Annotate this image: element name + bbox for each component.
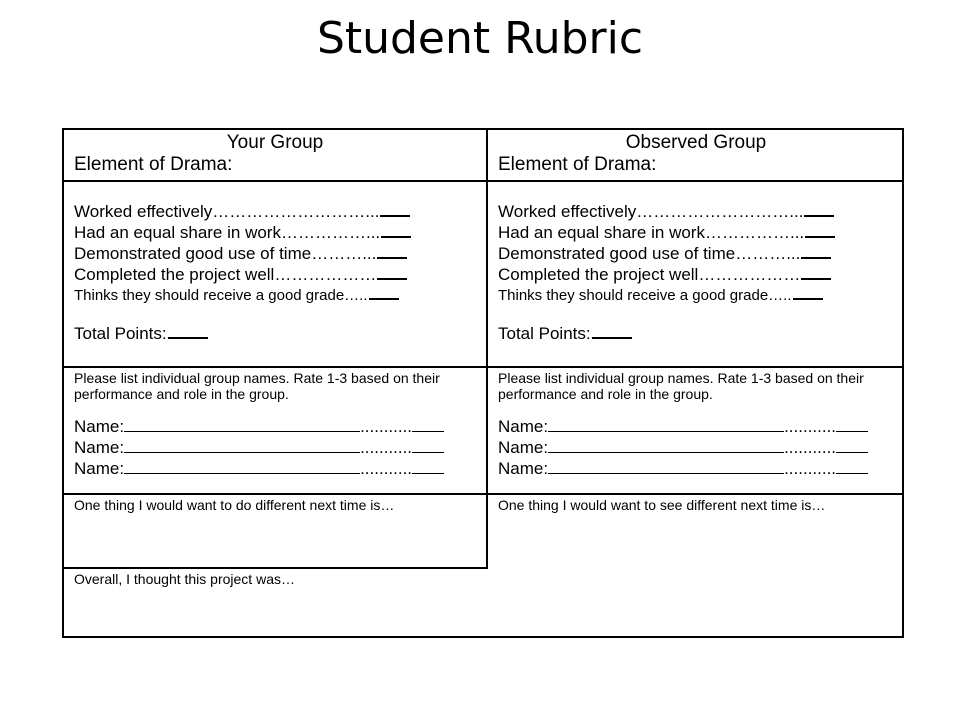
name-label: Name:: [498, 459, 549, 478]
criterion-row: [74, 264, 486, 285]
rubric-table: [62, 128, 904, 638]
score-blank[interactable]: [377, 265, 407, 280]
criterion-label: Thinks they should receive a good grade: [498, 287, 769, 304]
rating-blank[interactable]: [836, 459, 868, 474]
criterion-row: [498, 264, 904, 285]
names-instructions: Please list individual group names. Rate 1-3 based on their performance and role in the group.: [498, 370, 864, 402]
total-points-label: Total Points:: [74, 324, 167, 343]
total-points-label: Total Points:: [498, 324, 591, 343]
total-points-row: [74, 323, 486, 344]
names-instructions: Please list individual group names. Rate 1-3 based on their performance and role in the group.: [74, 370, 440, 402]
name-row: [498, 416, 904, 437]
total-points-row: [498, 323, 904, 344]
criterion-leader: ………...: [311, 244, 377, 263]
score-blank[interactable]: [801, 265, 831, 280]
name-label: Name:: [74, 417, 125, 436]
criterion-row: [74, 243, 486, 264]
criterion-leader: …..: [768, 287, 792, 304]
criterion-leader: ………………: [698, 265, 801, 284]
name-row: [498, 437, 904, 458]
name-blank[interactable]: [124, 459, 360, 474]
observed-group-change-prompt-cell[interactable]: [488, 495, 904, 569]
score-blank[interactable]: [377, 244, 407, 259]
criterion-label: Thinks they should receive a good grade: [74, 287, 345, 304]
observed-group-column: [486, 130, 904, 569]
criterion-label: Completed the project well: [498, 265, 699, 284]
criterion-row: [74, 201, 486, 222]
name-dots: ...........: [360, 438, 413, 457]
criterion-leader: ………………: [274, 265, 377, 284]
change-prompt: One thing I would want to see different next time is…: [498, 497, 826, 513]
score-blank[interactable]: [369, 285, 399, 300]
rating-blank[interactable]: [836, 438, 868, 453]
total-points-blank[interactable]: [168, 324, 208, 339]
name-label: Name:: [74, 459, 125, 478]
name-blank[interactable]: [548, 438, 784, 453]
criterion-row: [498, 285, 904, 306]
criterion-row: [74, 285, 486, 306]
criterion-label: Demonstrated good use of time: [74, 244, 312, 263]
criterion-row: [498, 222, 904, 243]
total-points-blank[interactable]: [592, 324, 632, 339]
score-blank[interactable]: [805, 223, 835, 238]
score-blank[interactable]: [804, 202, 834, 217]
slide-title: Student Rubric: [316, 13, 644, 64]
observed-group-title: Observed Group: [625, 132, 767, 153]
rating-blank[interactable]: [412, 417, 444, 432]
score-blank[interactable]: [801, 244, 831, 259]
rating-blank[interactable]: [412, 438, 444, 453]
name-dots: ...........: [784, 459, 837, 478]
overall-prompt-cell[interactable]: [64, 569, 902, 636]
name-label: Name:: [74, 438, 125, 457]
rating-blank[interactable]: [836, 417, 868, 432]
rating-blank[interactable]: [412, 459, 444, 474]
observed-group-criteria: [488, 182, 904, 368]
name-blank[interactable]: [124, 417, 360, 432]
criterion-leader: ………...: [735, 244, 801, 263]
your-group-criteria: [64, 182, 486, 368]
name-dots: ...........: [360, 417, 413, 436]
your-group-title: Your Group: [226, 132, 324, 153]
observed-group-element-label: Element of Drama:: [498, 154, 657, 175]
name-label: Name:: [498, 417, 549, 436]
your-group-header: [64, 130, 486, 182]
name-dots: ...........: [784, 417, 837, 436]
change-prompt: One thing I would want to do different next time is…: [74, 497, 395, 513]
score-blank[interactable]: [380, 202, 410, 217]
name-blank[interactable]: [548, 459, 784, 474]
name-row: [74, 416, 486, 437]
criterion-row: [498, 201, 904, 222]
name-label: Name:: [498, 438, 549, 457]
score-blank[interactable]: [793, 285, 823, 300]
score-blank[interactable]: [381, 223, 411, 238]
criterion-row: [498, 243, 904, 264]
your-group-change-prompt-cell[interactable]: [64, 495, 486, 569]
criterion-row: [74, 222, 486, 243]
criterion-leader: ……………...: [280, 223, 381, 242]
criterion-leader: …..: [344, 287, 368, 304]
criterion-leader: ………………………...: [636, 202, 804, 221]
overall-prompt: Overall, I thought this project was…: [74, 571, 295, 587]
name-row: [498, 458, 904, 479]
criterion-label: Had an equal share in work: [74, 223, 281, 242]
criterion-label: Worked effectively: [498, 202, 637, 221]
observed-group-names: [488, 368, 904, 495]
your-group-element-label: Element of Drama:: [74, 154, 233, 175]
criterion-label: Worked effectively: [74, 202, 213, 221]
name-row: [74, 458, 486, 479]
criterion-leader: ……………...: [704, 223, 805, 242]
name-dots: ...........: [784, 438, 837, 457]
criterion-label: Demonstrated good use of time: [498, 244, 736, 263]
criterion-label: Completed the project well: [74, 265, 275, 284]
your-group-names: [64, 368, 486, 495]
name-blank[interactable]: [124, 438, 360, 453]
name-row: [74, 437, 486, 458]
criterion-label: Had an equal share in work: [498, 223, 705, 242]
observed-group-header: [488, 130, 904, 182]
name-blank[interactable]: [548, 417, 784, 432]
name-dots: ...........: [360, 459, 413, 478]
criterion-leader: ………………………...: [212, 202, 380, 221]
